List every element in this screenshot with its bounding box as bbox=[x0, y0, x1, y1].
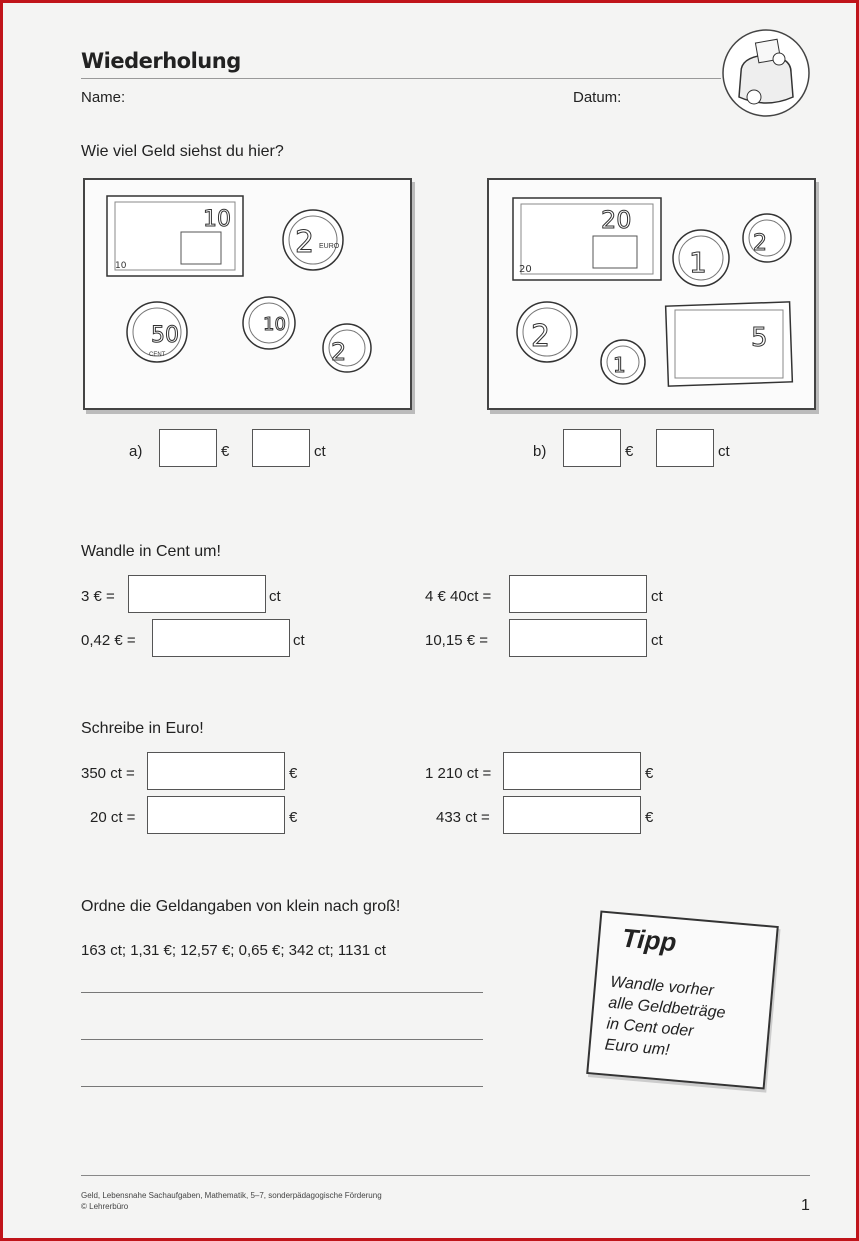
date-label: Datum: bbox=[573, 89, 622, 106]
worksheet-page bbox=[3, 3, 856, 1238]
task2-input-4[interactable] bbox=[509, 619, 647, 657]
task1-question: Wie viel Geld siehst du hier? bbox=[81, 143, 284, 160]
task2-unit-4: ct bbox=[651, 632, 663, 649]
task2-input-2[interactable] bbox=[152, 619, 290, 657]
task3-input-4[interactable] bbox=[503, 796, 641, 834]
page-title: Wiederholung bbox=[81, 49, 241, 73]
banknote-20 bbox=[513, 198, 661, 280]
tip-text bbox=[604, 972, 728, 1066]
tip-line-4: Euro um! bbox=[604, 1036, 671, 1060]
answer-b-euro-unit: € bbox=[625, 443, 634, 460]
note-small: 10 bbox=[115, 261, 127, 271]
answer-line-3[interactable] bbox=[81, 1086, 483, 1087]
title-rule bbox=[81, 78, 721, 79]
task3-input-3[interactable] bbox=[503, 752, 641, 790]
task2-unit-3: ct bbox=[651, 588, 663, 605]
task4-title: Ordne die Geldangaben von klein nach groß! bbox=[81, 898, 401, 915]
task2-expr-1: 3 € = bbox=[81, 588, 115, 605]
tip-line-3: in Cent oder bbox=[605, 1015, 695, 1041]
money-picture-a bbox=[83, 178, 412, 410]
page-number: 1 bbox=[801, 1197, 810, 1214]
task2-title: Wandle in Cent um! bbox=[81, 543, 221, 560]
money-drawing-a bbox=[85, 180, 410, 408]
coin-2-cent-b bbox=[743, 214, 791, 262]
task3-expr-3: 1 210 ct = bbox=[425, 765, 492, 782]
task2-unit-2: ct bbox=[293, 632, 305, 649]
answer-a-cent-input[interactable] bbox=[252, 429, 310, 467]
name-label: Name: bbox=[81, 89, 126, 106]
svg-text:1: 1 bbox=[613, 353, 626, 377]
coin-1-euro bbox=[673, 230, 729, 286]
svg-text:10: 10 bbox=[263, 314, 286, 335]
task2-expr-4: 10,15 € = bbox=[425, 632, 488, 649]
coin-50-cent bbox=[127, 302, 187, 362]
answer-a-euro-input[interactable] bbox=[159, 429, 217, 467]
answer-b-cent-unit: ct bbox=[718, 443, 730, 460]
svg-text:5: 5 bbox=[751, 323, 768, 353]
task3-unit-1: € bbox=[289, 765, 298, 782]
coin-2-cent bbox=[323, 324, 371, 372]
task3-expr-1: 350 ct = bbox=[81, 765, 135, 782]
task3-input-2[interactable] bbox=[147, 796, 285, 834]
footer-rule bbox=[81, 1175, 810, 1176]
banknote-10 bbox=[107, 196, 243, 276]
footer-copyright: © Lehrerbüro bbox=[81, 1202, 129, 1211]
task2-expr-3: 4 € 40ct = bbox=[425, 588, 492, 605]
svg-text:EURO: EURO bbox=[319, 243, 340, 250]
svg-text:CENT: CENT bbox=[149, 352, 166, 358]
tip-line-1: Wandle vorher bbox=[609, 973, 715, 1000]
answer-a-euro-unit: € bbox=[221, 443, 230, 460]
answer-b-euro-input[interactable] bbox=[563, 429, 621, 467]
coin-1-cent bbox=[601, 340, 645, 384]
svg-text:50: 50 bbox=[151, 323, 179, 348]
task3-expr-2: 20 ct = bbox=[90, 809, 136, 826]
tip-title: Tipp bbox=[620, 922, 678, 958]
svg-text:20: 20 bbox=[519, 264, 532, 275]
svg-text:20: 20 bbox=[601, 206, 632, 234]
tip-line-2: alle Geldbeträge bbox=[607, 994, 727, 1022]
task3-unit-4: € bbox=[645, 809, 654, 826]
task3-expr-4: 433 ct = bbox=[436, 809, 490, 826]
money-picture-b bbox=[487, 178, 816, 410]
coin-2-euro-b bbox=[517, 302, 577, 362]
answer-b-cent-input[interactable] bbox=[656, 429, 714, 467]
task2-unit-1: ct bbox=[269, 588, 281, 605]
footer-source: Geld, Lebensnahe Sachaufgaben, Mathematik, 5–7, sonderpädagogische Förderung bbox=[81, 1191, 382, 1200]
answer-line-1[interactable] bbox=[81, 992, 483, 993]
banknote-5 bbox=[666, 302, 793, 386]
coin-10-cent bbox=[243, 297, 295, 349]
task3-title: Schreibe in Euro! bbox=[81, 720, 204, 737]
svg-text:2: 2 bbox=[331, 338, 347, 366]
svg-text:2: 2 bbox=[295, 225, 315, 260]
task2-expr-2: 0,42 € = bbox=[81, 632, 136, 649]
svg-text:2: 2 bbox=[753, 231, 767, 256]
answer-line-2[interactable] bbox=[81, 1039, 483, 1040]
task2-input-1[interactable] bbox=[128, 575, 266, 613]
answer-b-label: b) bbox=[533, 443, 547, 460]
answer-a-cent-unit: ct bbox=[314, 443, 326, 460]
task3-unit-2: € bbox=[289, 809, 298, 826]
tip-card bbox=[586, 911, 779, 1090]
task2-input-3[interactable] bbox=[509, 575, 647, 613]
purse-icon bbox=[721, 27, 811, 119]
task4-values: 163 ct; 1,31 €; 12,57 €; 0,65 €; 342 ct; 1131 ct bbox=[81, 942, 386, 959]
note-value: 10 bbox=[203, 207, 231, 232]
svg-text:2: 2 bbox=[531, 319, 551, 354]
money-drawing-b bbox=[489, 180, 814, 408]
svg-text:1: 1 bbox=[689, 246, 707, 279]
task3-input-1[interactable] bbox=[147, 752, 285, 790]
answer-a-label: a) bbox=[129, 443, 143, 460]
coin-2-euro bbox=[283, 210, 343, 270]
task3-unit-3: € bbox=[645, 765, 654, 782]
